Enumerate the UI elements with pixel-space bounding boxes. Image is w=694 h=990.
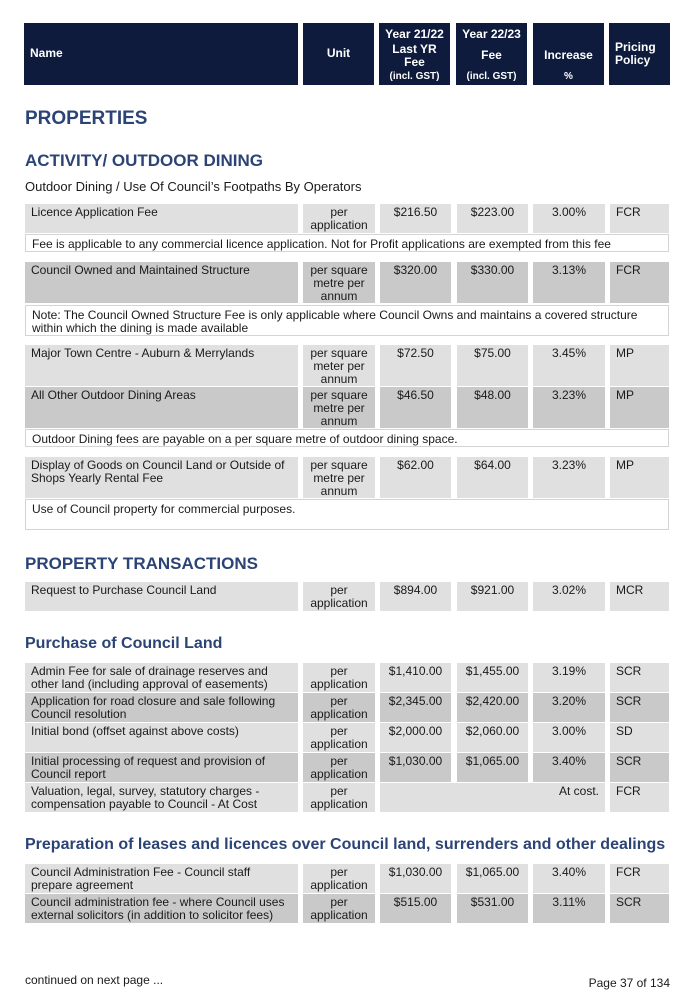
fee-name: Major Town Centre - Auburn & Merrylands bbox=[25, 345, 298, 386]
fee-name: All Other Outdoor Dining Areas bbox=[25, 387, 298, 428]
fee-this-year: $75.00 bbox=[457, 345, 528, 386]
properties-heading: PROPERTIES bbox=[25, 108, 148, 129]
fee-pricing-policy: SCR bbox=[610, 663, 669, 692]
fee-increase: 3.23% bbox=[533, 457, 605, 498]
fee-unit: per application bbox=[303, 753, 375, 782]
fee-unit: per application bbox=[303, 663, 375, 692]
fee-pricing-policy: SCR bbox=[610, 894, 669, 923]
header-unit: Unit bbox=[303, 23, 374, 85]
fee-unit: per application bbox=[303, 864, 375, 893]
fee-this-year: $921.00 bbox=[457, 582, 528, 611]
fee-last-year: $2,345.00 bbox=[380, 693, 451, 722]
fee-increase: 3.00% bbox=[533, 204, 605, 233]
fee-unit: per application bbox=[303, 693, 375, 722]
fee-last-year: $1,030.00 bbox=[380, 753, 451, 782]
fee-name: Initial processing of request and provision of Council report bbox=[25, 753, 298, 782]
fee-pricing-policy: FCR bbox=[610, 262, 669, 303]
fee-last-year: $894.00 bbox=[380, 582, 451, 611]
header-last-year-fee: Year 21/22 Last YR Fee (incl. GST) bbox=[379, 23, 450, 85]
fee-last-year: $2,000.00 bbox=[380, 723, 451, 752]
fee-this-year: $1,455.00 bbox=[457, 663, 528, 692]
note-dining: Outdoor Dining fees are payable on a per square metre of outdoor dining space. bbox=[25, 429, 669, 447]
fee-last-year: $216.50 bbox=[380, 204, 451, 233]
fee-name: Valuation, legal, survey, statutory charges - compensation payable to Council - At Cost bbox=[25, 783, 298, 812]
fee-name: Admin Fee for sale of drainage reserves and other land (including approval of easements) bbox=[25, 663, 298, 692]
fee-increase: 3.40% bbox=[533, 753, 605, 782]
fee-increase: 3.13% bbox=[533, 262, 605, 303]
fee-pricing-policy: SCR bbox=[610, 753, 669, 782]
fee-increase: 3.23% bbox=[533, 387, 605, 428]
fee-pricing-policy: SCR bbox=[610, 693, 669, 722]
fee-last-year: $320.00 bbox=[380, 262, 451, 303]
header-this-year-fee: Year 22/23 Fee (incl. GST) bbox=[456, 23, 527, 85]
fee-pricing-policy: FCR bbox=[610, 783, 669, 812]
fee-last-year: $1,410.00 bbox=[380, 663, 451, 692]
fee-unit: per application bbox=[303, 204, 375, 233]
fee-unit: per square metre per annum bbox=[303, 387, 375, 428]
fee-name: Council administration fee - where Council uses external solicitors (in addition to solicitor fees) bbox=[25, 894, 298, 923]
fee-unit: per application bbox=[303, 894, 375, 923]
fee-pricing-policy: MP bbox=[610, 387, 669, 428]
fee-this-year: $2,060.00 bbox=[457, 723, 528, 752]
fee-name: Display of Goods on Council Land or Outside of Shops Yearly Rental Fee bbox=[25, 457, 298, 498]
fee-at-cost: At cost. bbox=[380, 783, 605, 812]
fee-name: Licence Application Fee bbox=[25, 204, 298, 233]
fee-increase: 3.11% bbox=[533, 894, 605, 923]
fee-increase: 3.19% bbox=[533, 663, 605, 692]
fee-unit: per square metre per annum bbox=[303, 457, 375, 498]
fee-pricing-policy: FCR bbox=[610, 864, 669, 893]
continued-note: continued on next page ... bbox=[25, 973, 164, 987]
outdoor-dining-heading: ACTIVITY/ OUTDOOR DINING bbox=[25, 151, 263, 170]
header-pricing-policy: Pricing Policy bbox=[609, 23, 670, 85]
fee-this-year: $64.00 bbox=[457, 457, 528, 498]
leases-heading: Preparation of leases and licences over Council land, surrenders and other dealings bbox=[25, 836, 666, 853]
note-goods: Use of Council property for commercial purposes. bbox=[25, 499, 669, 530]
fee-unit: per application bbox=[303, 783, 375, 812]
fee-name: Council Administration Fee - Council staff prepare agreement bbox=[25, 864, 298, 893]
fee-unit: per application bbox=[303, 582, 375, 611]
outdoor-dining-subheading: Outdoor Dining / Use Of Council’s Footpaths By Operators bbox=[25, 179, 362, 194]
fee-name: Request to Purchase Council Land bbox=[25, 582, 298, 611]
fee-pricing-policy: MP bbox=[610, 345, 669, 386]
fee-name: Initial bond (offset against above costs) bbox=[25, 723, 298, 752]
fee-this-year: $1,065.00 bbox=[457, 864, 528, 893]
fee-last-year: $46.50 bbox=[380, 387, 451, 428]
fee-increase: 3.20% bbox=[533, 693, 605, 722]
fee-name: Council Owned and Maintained Structure bbox=[25, 262, 298, 303]
fee-unit: per square metre per annum bbox=[303, 262, 375, 303]
fee-pricing-policy: MCR bbox=[610, 582, 669, 611]
fee-increase: 3.40% bbox=[533, 864, 605, 893]
fee-increase: 3.45% bbox=[533, 345, 605, 386]
header-name: Name bbox=[24, 23, 298, 85]
fee-last-year: $515.00 bbox=[380, 894, 451, 923]
note-structure: Note: The Council Owned Structure Fee is only applicable where Council Owns and maintains a covered structure within which the dining is made available bbox=[25, 305, 669, 336]
fee-this-year: $48.00 bbox=[457, 387, 528, 428]
fee-increase: 3.00% bbox=[533, 723, 605, 752]
purchase-heading: Purchase of Council Land bbox=[25, 635, 223, 652]
note-licence: Fee is applicable to any commercial licence application. Not for Profit applications are exempted from this fee bbox=[25, 234, 669, 252]
fee-name: Application for road closure and sale following Council resolution bbox=[25, 693, 298, 722]
fee-this-year: $2,420.00 bbox=[457, 693, 528, 722]
fee-last-year: $1,030.00 bbox=[380, 864, 451, 893]
page-number: Page 37 of 134 bbox=[588, 976, 670, 990]
fee-pricing-policy: MP bbox=[610, 457, 669, 498]
fee-last-year: $62.00 bbox=[380, 457, 451, 498]
fee-pricing-policy: FCR bbox=[610, 204, 669, 233]
property-transactions-heading: PROPERTY TRANSACTIONS bbox=[25, 554, 258, 573]
fee-this-year: $223.00 bbox=[457, 204, 528, 233]
fee-this-year: $330.00 bbox=[457, 262, 528, 303]
fee-unit: per square meter per annum bbox=[303, 345, 375, 386]
header-increase: Increase % bbox=[533, 23, 604, 85]
fee-unit: per application bbox=[303, 723, 375, 752]
fee-this-year: $531.00 bbox=[457, 894, 528, 923]
fee-pricing-policy: SD bbox=[610, 723, 669, 752]
table-header bbox=[24, 23, 670, 85]
fee-increase: 3.02% bbox=[533, 582, 605, 611]
fee-last-year: $72.50 bbox=[380, 345, 451, 386]
fee-this-year: $1,065.00 bbox=[457, 753, 528, 782]
